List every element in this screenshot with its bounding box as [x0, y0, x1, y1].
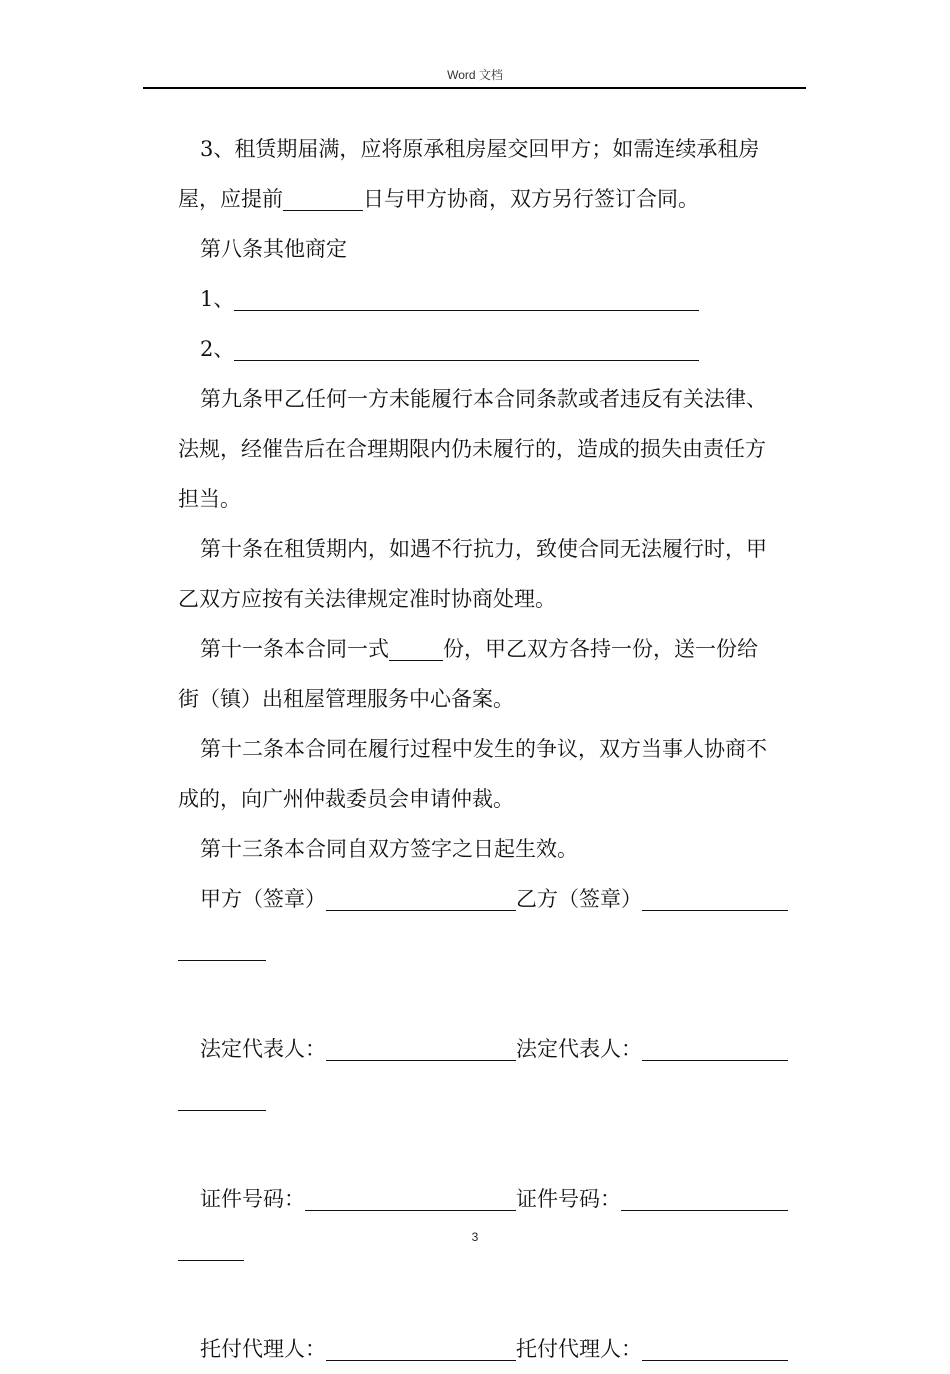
signature-row-seal [178, 874, 802, 924]
page-header: Word 文档 [447, 68, 503, 82]
legal-rep-b-blank-cont [178, 1086, 266, 1111]
id-no-b-blank [621, 1186, 788, 1211]
item-2-blank [234, 336, 699, 361]
signature-row-legal-rep [178, 1024, 802, 1074]
party-b-seal-label: 乙方（签章） [516, 887, 642, 911]
agent-a-label: 托付代理人： [200, 1337, 326, 1361]
signature-row-id [178, 1174, 802, 1224]
item-1-blank [234, 286, 699, 311]
days-blank [283, 186, 363, 211]
agent-b-label: 托付代理人： [516, 1337, 642, 1361]
signature-row-agent [178, 1324, 802, 1374]
article-10-line1: 第十条在租赁期内，如遇不行抗力，致使合同无法履行时，甲 [200, 537, 767, 561]
spacer [178, 1124, 802, 1174]
article-8-item-1 [178, 274, 802, 324]
id-no-a-label: 证件号码： [200, 1187, 305, 1211]
signature-row-seal-cont [178, 924, 802, 974]
article-9-line1: 第九条甲乙任何一方未能履行本合同条款或者违反有关法律、 [200, 387, 767, 411]
item-1-label: 1、 [200, 287, 235, 311]
signature-row-legal-rep-cont [178, 1074, 802, 1124]
clause-7-3-line2 [178, 174, 802, 224]
article-10-line2: 乙双方应按有关法律规定准时协商处理。 [178, 587, 556, 611]
article-11-line1 [178, 624, 802, 674]
clause-7-3-line1: 3、租赁期届满，应将原承租房屋交回甲方；如需连续承租房 [200, 137, 760, 161]
item-2-label: 2、 [200, 337, 235, 361]
agent-b-blank [642, 1336, 788, 1361]
agent-a-blank [326, 1336, 516, 1361]
spacer [178, 974, 802, 1024]
legal-rep-b-label: 法定代表人： [516, 1037, 642, 1061]
legal-rep-a-blank [326, 1036, 516, 1061]
copies-blank [389, 636, 443, 661]
party-b-seal-blank-cont [178, 936, 266, 961]
article-8-item-2 [178, 324, 802, 374]
clause-7-3-text-a: 屋，应提前 [178, 187, 283, 211]
party-b-seal-blank [642, 886, 788, 911]
article-11-line2: 街（镇）出租屋管理服务中心备案。 [178, 687, 514, 711]
legal-rep-a-label: 法定代表人： [200, 1037, 326, 1061]
article-11-text-b: 份，甲乙双方各持一份，送一份给 [443, 637, 758, 661]
article-12-line2: 成的，向广州仲裁委员会申请仲裁。 [178, 787, 514, 811]
header-divider [143, 87, 806, 89]
id-no-a-blank [305, 1186, 516, 1211]
article-13: 第十三条本合同自双方签字之日起生效。 [200, 837, 578, 861]
article-12-line1: 第十二条本合同在履行过程中发生的争议，双方当事人协商不 [200, 737, 767, 761]
id-no-b-label: 证件号码： [516, 1187, 621, 1211]
article-9-line3: 担当。 [178, 487, 241, 511]
party-a-seal-blank [326, 886, 516, 911]
legal-rep-b-blank [642, 1036, 788, 1061]
page-number: 3 [471, 1230, 479, 1244]
party-a-seal-label: 甲方（签章） [200, 887, 326, 911]
spacer [178, 1274, 802, 1324]
article-9-line2: 法规，经催告后在合理期限内仍未履行的，造成的损失由责任方 [178, 437, 766, 461]
article-8-heading: 第八条其他商定 [200, 237, 347, 261]
document-body [178, 124, 802, 1374]
clause-7-3-text-b: 日与甲方协商，双方另行签订合同。 [363, 187, 699, 211]
article-11-text-a: 第十一条本合同一式 [200, 637, 389, 661]
